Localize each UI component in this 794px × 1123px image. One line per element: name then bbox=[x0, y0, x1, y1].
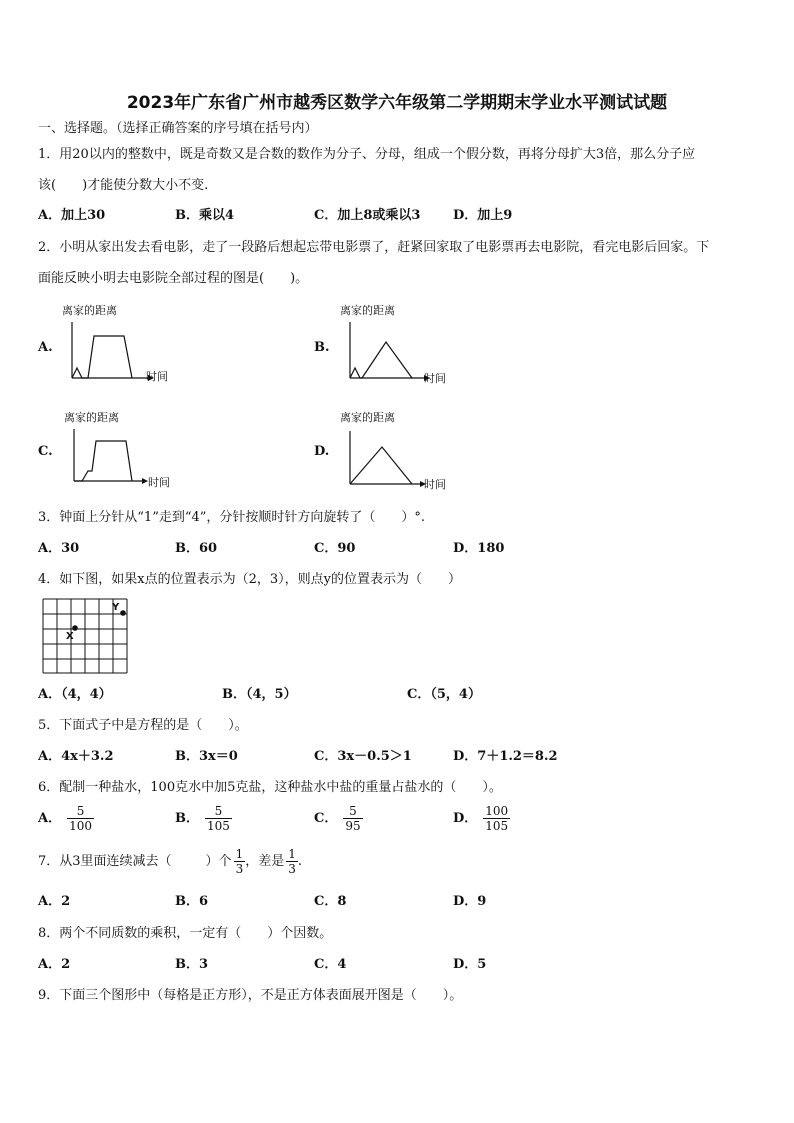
page-title: 2023年广东省广州市越秀区数学六年级第二学期期末学业水平测试试题 bbox=[126, 93, 668, 113]
q2-text-line1: 2．小明从家出发去看电影，走了一段路后想起忘带电影票了，赶紧回家取了电影票再去电影院，看完电影后回家。下 bbox=[38, 240, 710, 255]
q5-option-a: A．4x＋3.2 bbox=[38, 749, 114, 764]
q2-option-b-label: B. bbox=[314, 340, 330, 355]
q9-text: 9．下面三个图形中（每格是正方形），不是正方体表面展开图是（ ）。 bbox=[38, 988, 463, 1003]
q6-text: 6．配制一种盐水，100克水中加5克盐，这种盐水中盐的重量占盐水的（ ）。 bbox=[38, 780, 502, 795]
graph-a-xlabel: 时间 bbox=[146, 370, 168, 383]
q2-text-line2: 面能反映小明去电影院全部过程的图是( )。 bbox=[38, 271, 309, 286]
q6-option-a: A． $\frac{5}{100}$ bbox=[38, 804, 92, 833]
q8-text: 8．两个不同质数的乘积，一定有（ ）个因数。 bbox=[38, 926, 333, 941]
graph-c-ylabel: 离家的距离 bbox=[64, 411, 119, 424]
q3-text: 3．钟面上分针从“1”走到“4”，分针按顺时针方向旋转了（ ）°. bbox=[38, 510, 426, 525]
q5-option-b: B．3x＝0 bbox=[175, 749, 238, 764]
point-x-label: X bbox=[66, 631, 74, 642]
q8-option-a: A．2 bbox=[38, 957, 71, 972]
q2-graph-b bbox=[336, 300, 466, 392]
point-y bbox=[120, 610, 126, 616]
q5-option-d: D．7＋1.2＝8.2 bbox=[453, 749, 558, 764]
q6-option-d: D． $\frac{100}{105}$ bbox=[453, 804, 509, 833]
q1-option-a: A．加上30 bbox=[38, 208, 106, 223]
graph-c-line bbox=[74, 441, 132, 481]
q1-text-line1: 1．用20以内的整数中，既是奇数又是合数的数作为分子、分母，组成一个假分数，再将分母扩大3倍，那么分子应 bbox=[38, 147, 696, 162]
q7-option-d: D．9 bbox=[453, 894, 487, 909]
q2-option-c-label: C. bbox=[38, 444, 53, 459]
q8-option-b: B．3 bbox=[175, 957, 209, 972]
q5-text: 5．下面式子中是方程的是（ ）。 bbox=[38, 718, 248, 733]
q1-option-d: D．加上9 bbox=[453, 208, 513, 223]
graph-d-line bbox=[350, 447, 412, 484]
graph-c-xlabel: 时间 bbox=[148, 476, 170, 489]
q2-option-a-label: A. bbox=[38, 340, 53, 355]
q4-text: 4．如下图，如果x点的位置表示为（2，3），则点y的位置表示为（ ） bbox=[38, 572, 461, 587]
q7-option-a: A．2 bbox=[38, 894, 71, 909]
graph-b-xlabel: 时间 bbox=[424, 372, 446, 385]
q4-option-b: B．（4，5） bbox=[222, 687, 297, 702]
point-x bbox=[72, 625, 78, 631]
q1-text-line2: 该( )才能使分数大小不变. bbox=[38, 178, 209, 193]
q4-grid bbox=[40, 596, 132, 676]
graph-d-ylabel: 离家的距离 bbox=[340, 411, 395, 424]
q4-option-a: A．（4，4） bbox=[38, 687, 112, 702]
q8-option-d: D．5 bbox=[453, 957, 487, 972]
q3-option-b: B．60 bbox=[175, 541, 218, 556]
q3-option-c: C．90 bbox=[314, 541, 356, 556]
point-y-label: Y bbox=[112, 602, 120, 613]
q3-option-a: A．30 bbox=[38, 541, 80, 556]
q6-option-b: B． $\frac{5}{105}$ bbox=[175, 804, 230, 833]
graph-b-ylabel: 离家的距离 bbox=[340, 304, 395, 317]
q1-option-b: B．乘以4 bbox=[175, 208, 235, 223]
q3-option-d: D．180 bbox=[453, 541, 505, 556]
q7-text: 7．从3里面连续减去（ ）个 $\frac{1}{3}$ ，差是 $\frac{1}{3}$ . bbox=[38, 847, 302, 876]
q8-option-c: C．4 bbox=[314, 957, 347, 972]
graph-d-xlabel: 时间 bbox=[424, 478, 446, 491]
q4-option-c: C．（5，4） bbox=[407, 687, 481, 702]
q7-option-b: B．6 bbox=[175, 894, 209, 909]
q2-graph-c bbox=[60, 405, 190, 495]
graph-a-line bbox=[72, 336, 132, 378]
q2-option-d-label: D. bbox=[314, 444, 330, 459]
q2-graph-d bbox=[336, 405, 466, 497]
q7-option-c: C．8 bbox=[314, 894, 347, 909]
graph-b-line bbox=[350, 342, 412, 378]
q2-graph-a bbox=[60, 300, 190, 390]
q6-option-c: C． $\frac{5}{95}$ bbox=[314, 804, 361, 833]
section-heading: 一、选择题。（选择正确答案的序号填在括号内） bbox=[38, 121, 318, 136]
graph-a-ylabel: 离家的距离 bbox=[62, 304, 117, 317]
q5-option-c: C．3x－0.5＞1 bbox=[314, 749, 412, 764]
q1-option-c: C．加上8或乘以3 bbox=[314, 208, 421, 223]
